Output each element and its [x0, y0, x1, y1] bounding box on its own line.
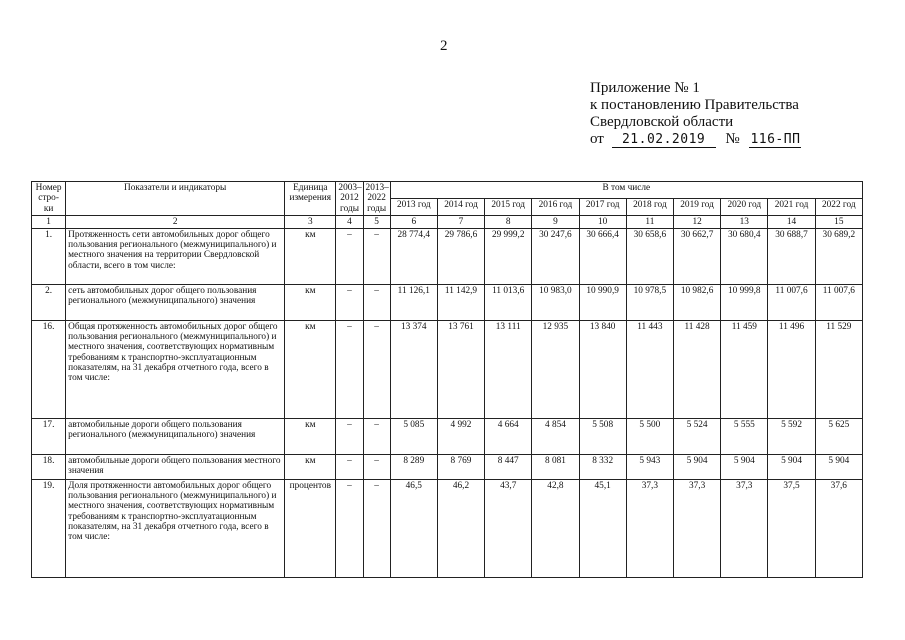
value-cell: 5 555 — [721, 418, 768, 454]
value-cell: 37,5 — [768, 479, 815, 577]
column-number: 8 — [485, 215, 532, 228]
indicator-text: автомобильные дороги общего пользования местного значения — [66, 454, 285, 479]
value-cell: 11 126,1 — [390, 284, 437, 320]
period2-cell: – — [363, 284, 390, 320]
year-header: 2021 год — [768, 198, 815, 215]
appendix-header — [590, 80, 801, 148]
value-cell: 10 982,6 — [673, 284, 720, 320]
value-cell: 37,6 — [815, 479, 862, 577]
table-header-row — [32, 182, 863, 199]
row-number: 17. — [32, 418, 66, 454]
header-unit: Единица измерения — [285, 182, 336, 216]
header-indicators: Показатели и индикаторы — [66, 182, 285, 216]
column-number: 7 — [437, 215, 484, 228]
appendix-date-line — [590, 131, 801, 148]
value-cell: 46,5 — [390, 479, 437, 577]
column-number: 11 — [626, 215, 673, 228]
value-cell: 8 289 — [390, 454, 437, 479]
page-number: 2 — [440, 38, 448, 54]
value-cell: 5 500 — [626, 418, 673, 454]
unit-cell: процентов — [285, 479, 336, 577]
year-header: 2020 год — [721, 198, 768, 215]
year-header: 2017 год — [579, 198, 626, 215]
appendix-region-line: Свердловской области — [590, 114, 734, 130]
value-cell: 29 786,6 — [437, 228, 484, 284]
value-cell: 8 081 — [532, 454, 579, 479]
resolution-number: 116-ПП — [750, 132, 801, 147]
unit-cell: км — [285, 228, 336, 284]
row-number: 2. — [32, 284, 66, 320]
header-including: В том числе — [390, 182, 862, 199]
value-cell: 13 840 — [579, 320, 626, 418]
column-number: 4 — [336, 215, 363, 228]
period1-cell: – — [336, 418, 363, 454]
column-number: 10 — [579, 215, 626, 228]
unit-cell: км — [285, 454, 336, 479]
value-cell: 11 443 — [626, 320, 673, 418]
column-number: 14 — [768, 215, 815, 228]
value-cell: 4 854 — [532, 418, 579, 454]
unit-cell: км — [285, 284, 336, 320]
column-number: 12 — [673, 215, 720, 228]
year-header: 2015 год — [485, 198, 532, 215]
value-cell: 11 007,6 — [768, 284, 815, 320]
table-row — [32, 454, 863, 479]
table-row — [32, 320, 863, 418]
column-number: 6 — [390, 215, 437, 228]
indicator-text: сеть автомобильных дорог общего пользования регионального (межмуниципального) значения — [66, 284, 285, 320]
resolution-date: 21.02.2019 — [612, 133, 716, 148]
row-number: 18. — [32, 454, 66, 479]
indicator-text: Протяженность сети автомобильных дорог общего пользования регионального (межмуниципального) и местного значения на территории Свердловской области, всего в том числе: — [66, 228, 285, 284]
column-number-row — [32, 215, 863, 228]
value-cell: 45,1 — [579, 479, 626, 577]
unit-cell: км — [285, 320, 336, 418]
row-number: 19. — [32, 479, 66, 577]
value-cell: 30 680,4 — [721, 228, 768, 284]
value-cell: 11 428 — [673, 320, 720, 418]
column-number: 3 — [285, 215, 336, 228]
column-number: 1 — [32, 215, 66, 228]
table-row — [32, 228, 863, 284]
row-number: 16. — [32, 320, 66, 418]
value-cell: 37,3 — [626, 479, 673, 577]
column-number: 2 — [66, 215, 285, 228]
value-cell: 5 524 — [673, 418, 720, 454]
value-cell: 11 013,6 — [485, 284, 532, 320]
value-cell: 13 761 — [437, 320, 484, 418]
period2-cell: – — [363, 454, 390, 479]
indicators-table — [31, 181, 863, 578]
value-cell: 5 904 — [768, 454, 815, 479]
value-cell: 30 247,6 — [532, 228, 579, 284]
value-cell: 5 085 — [390, 418, 437, 454]
row-number: 1. — [32, 228, 66, 284]
value-cell: 29 999,2 — [485, 228, 532, 284]
value-cell: 30 662,7 — [673, 228, 720, 284]
year-header: 2022 год — [815, 198, 862, 215]
table-row — [32, 479, 863, 577]
period1-cell: – — [336, 454, 363, 479]
value-cell: 30 666,4 — [579, 228, 626, 284]
value-cell: 11 529 — [815, 320, 862, 418]
value-cell: 10 999,8 — [721, 284, 768, 320]
year-header: 2014 год — [437, 198, 484, 215]
value-cell: 11 496 — [768, 320, 815, 418]
value-cell: 30 688,7 — [768, 228, 815, 284]
value-cell: 8 447 — [485, 454, 532, 479]
value-cell: 5 943 — [626, 454, 673, 479]
period2-cell: – — [363, 320, 390, 418]
value-cell: 43,7 — [485, 479, 532, 577]
value-cell: 8 332 — [579, 454, 626, 479]
indicator-text: Доля протяженности автомобильных дорог общего пользования регионального (межмуниципального) и местного значения, соответствующих нормативным требованиям к транспортно-эксплуатационным показателям, на 31 декабря отчетного года, всего в том числе: — [66, 479, 285, 577]
value-cell: 5 508 — [579, 418, 626, 454]
value-cell: 10 983,0 — [532, 284, 579, 320]
value-cell: 10 978,5 — [626, 284, 673, 320]
value-cell: 5 592 — [768, 418, 815, 454]
value-cell: 42,8 — [532, 479, 579, 577]
from-label: от — [590, 131, 604, 147]
value-cell: 11 459 — [721, 320, 768, 418]
year-header: 2019 год — [673, 198, 720, 215]
value-cell: 4 992 — [437, 418, 484, 454]
unit-cell: км — [285, 418, 336, 454]
value-cell: 4 664 — [485, 418, 532, 454]
value-cell: 5 904 — [815, 454, 862, 479]
value-cell: 37,3 — [721, 479, 768, 577]
period2-cell: – — [363, 228, 390, 284]
period1-cell: – — [336, 284, 363, 320]
indicator-text: автомобильные дороги общего пользования регионального (межмуниципального) значения — [66, 418, 285, 454]
value-cell: 13 111 — [485, 320, 532, 418]
value-cell: 5 904 — [673, 454, 720, 479]
year-header: 2013 год — [390, 198, 437, 215]
value-cell: 5 625 — [815, 418, 862, 454]
value-cell: 28 774,4 — [390, 228, 437, 284]
value-cell: 30 658,6 — [626, 228, 673, 284]
table-row — [32, 284, 863, 320]
indicator-text: Общая протяженность автомобильных дорог общего пользования регионального (межмуниципального) и местного значения, соответствующих нормативным требованиям к транспортно-эксплуатационным показателям, на 31 декабря отчетного года, всего в том числе: — [66, 320, 285, 418]
year-header: 2018 год — [626, 198, 673, 215]
appendix-title: Приложение № 1 — [590, 80, 700, 96]
value-cell: 12 935 — [532, 320, 579, 418]
value-cell: 11 007,6 — [815, 284, 862, 320]
appendix-resolution-line: к постановлению Правительства — [590, 97, 799, 113]
column-number: 5 — [363, 215, 390, 228]
value-cell: 37,3 — [673, 479, 720, 577]
column-number: 9 — [532, 215, 579, 228]
period2-cell: – — [363, 418, 390, 454]
table-row — [32, 418, 863, 454]
period1-cell: – — [336, 228, 363, 284]
value-cell: 10 990,9 — [579, 284, 626, 320]
period2-cell: – — [363, 479, 390, 577]
value-cell: 5 904 — [721, 454, 768, 479]
column-number: 15 — [815, 215, 862, 228]
value-cell: 46,2 — [437, 479, 484, 577]
column-number: 13 — [721, 215, 768, 228]
value-cell: 13 374 — [390, 320, 437, 418]
value-cell: 8 769 — [437, 454, 484, 479]
period1-cell: – — [336, 479, 363, 577]
header-period-2013-2022: 2013–2022 годы — [363, 182, 390, 216]
value-cell: 11 142,9 — [437, 284, 484, 320]
period1-cell: – — [336, 320, 363, 418]
header-row-number: Номер стро-ки — [32, 182, 66, 216]
value-cell: 30 689,2 — [815, 228, 862, 284]
year-header: 2016 год — [532, 198, 579, 215]
header-period-2003-2012: 2003–2012 годы — [336, 182, 363, 216]
number-label: № — [725, 131, 740, 147]
